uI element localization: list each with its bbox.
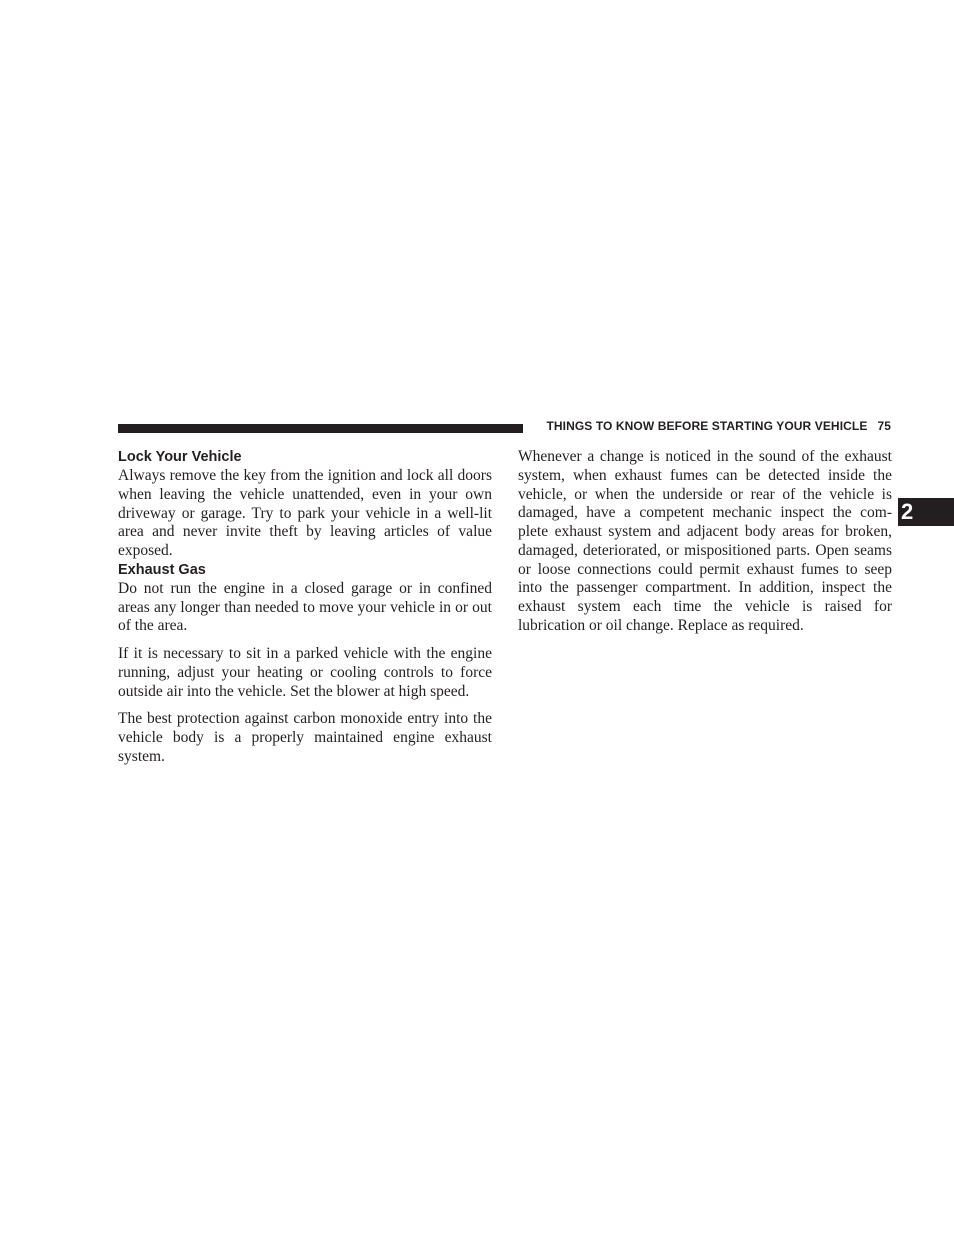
exhaust-paragraph-2: If it is necessary to sit in a parked vehicle with the engine running, adjust your heating or cooling controls to force outside air into the vehicle. Set the blower at high speed. (118, 645, 492, 700)
chapter-tab (898, 498, 954, 526)
left-column (118, 448, 492, 767)
right-column (518, 448, 892, 636)
section-heading-exhaust-gas: Exhaust Gas (118, 561, 206, 578)
header-rule (118, 424, 523, 433)
page-number: 75 (877, 419, 891, 433)
exhaust-inspection-paragraph: Whenever a change is noticed in the sound of the exhaust system, when exhaust fumes can be detected inside the vehicle, or when the underside or rear of the vehicle is damaged, have a competent mechanic inspect the com- plete exhaust system and adjacent body areas for broken, damaged, deteriorated, or mispositioned parts. Open seams or loose connections could permit exhaust fumes to seep into the passenger compartment. In addition, inspect the exhaust system each time the vehicle is raised for lubrication or oil change. Replace as required. (518, 448, 892, 634)
exhaust-paragraph-1: Do not run the engine in a closed garage or in confined areas any longer than needed to move your vehicle in or out of the area. (118, 579, 492, 635)
running-title: THINGS TO KNOW BEFORE STARTING YOUR VEHICLE (546, 419, 868, 433)
exhaust-paragraph-3: The best protection against carbon monoxide entry into the vehicle body is a properly maintained engine exhaust system. (118, 710, 492, 765)
running-header (533, 419, 891, 433)
chapter-number: 2 (901, 499, 914, 524)
section-heading-lock-your-vehicle: Lock Your Vehicle (118, 449, 242, 465)
lock-paragraph: Always remove the key from the ignition and lock all doors when leaving the vehicle unattended, even in your own driveway or garage. Try to park your vehicle in a well-lit area and never invite theft by leaving articles of value exposed. (118, 467, 492, 559)
